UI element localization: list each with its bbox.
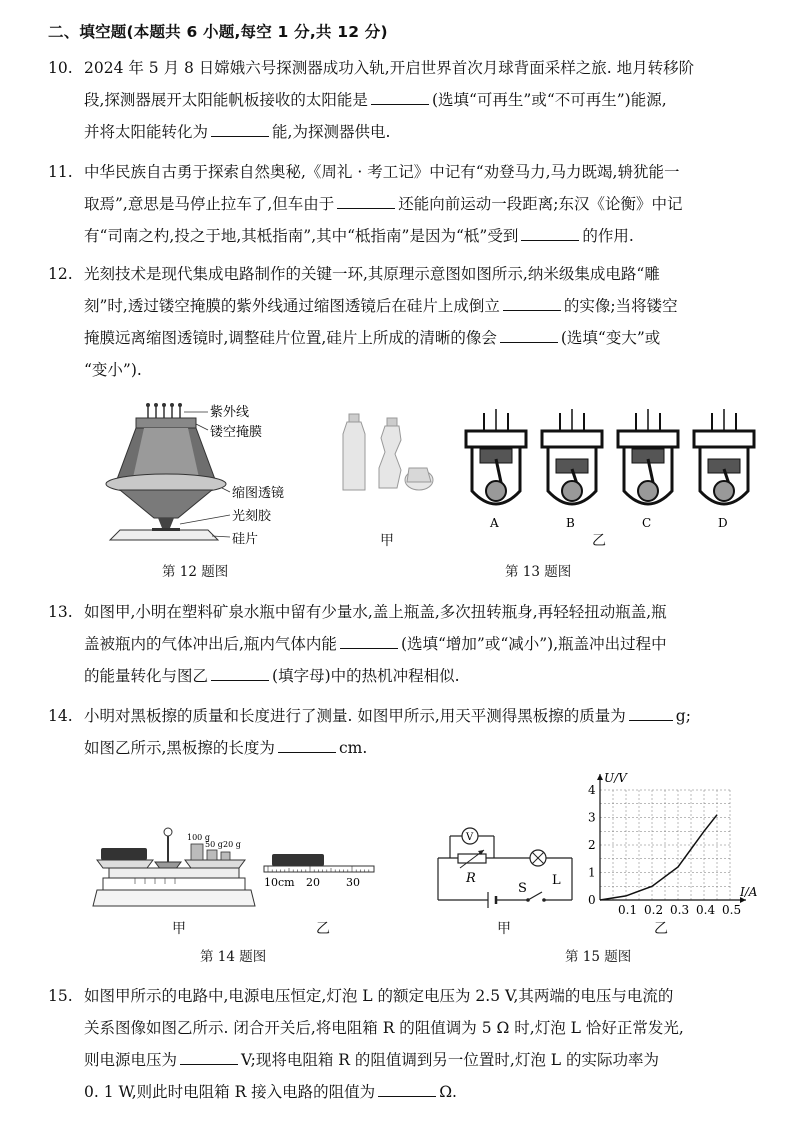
answer-blank[interactable] xyxy=(337,193,395,209)
eraser-on-pan xyxy=(101,848,147,860)
y-axis-arrow xyxy=(597,774,603,780)
question-number: 13. xyxy=(48,603,73,621)
figure-13-yi-label: 乙 xyxy=(592,533,606,549)
q11-line2b: 还能向前运动一段距离;东汉《论衡》中记 xyxy=(398,195,683,213)
label-S: S xyxy=(518,881,527,896)
engine-label: A xyxy=(490,516,499,530)
wafer xyxy=(110,530,218,540)
weight-50g: 50 g xyxy=(205,840,223,849)
figure-13-bottles xyxy=(335,410,445,500)
engine-b xyxy=(542,409,602,530)
question-number: 15. xyxy=(48,987,73,1005)
figure-12-caption: 第 12 题图 xyxy=(162,564,229,580)
question-15 xyxy=(48,980,768,1108)
answer-blank[interactable] xyxy=(521,225,579,241)
q12-line2a: 刻”时,透过镂空掩膜的紫外线通过缩图透镜后在硅片上成倒立 xyxy=(84,297,500,315)
question-14 xyxy=(48,700,768,764)
q10-line2b: (选填“可再生”或“不可再生”)能源, xyxy=(431,91,667,109)
q11-line3a: 有“司南之杓,投之于地,其柢指南”,其中“柢指南”是因为“柢”受到 xyxy=(84,227,519,245)
chart-grid xyxy=(600,790,730,900)
figure-13-caption: 第 13 题图 xyxy=(505,564,572,580)
q13-line3b: (填字母)中的热机冲程相似. xyxy=(272,667,460,685)
answer-blank[interactable] xyxy=(371,89,429,105)
figure-14-yi-label: 乙 xyxy=(316,921,330,937)
y-axis-label: U/V xyxy=(604,771,627,785)
figure-15-circuit xyxy=(432,822,582,912)
engine-label: B xyxy=(566,516,575,530)
q15-line4b: Ω. xyxy=(439,1083,457,1101)
x-axis-label: I/A xyxy=(740,885,758,899)
figure-14-ruler xyxy=(262,850,377,900)
figure-14-balance xyxy=(95,822,260,917)
answer-blank[interactable] xyxy=(500,327,558,343)
answer-blank[interactable] xyxy=(278,737,336,753)
voltmeter-label: V xyxy=(466,832,474,843)
figure-15-yi-label: 乙 xyxy=(654,921,668,937)
q13-line3a: 的能量转化与图乙 xyxy=(84,667,209,685)
question-number: 10. xyxy=(48,59,73,77)
weight-100g: 100 g xyxy=(187,833,210,842)
engine-label: C xyxy=(642,516,652,530)
q10-line1: 2024 年 5 月 8 日嫦娥六号探测器成功入轨,开启世界首次月球背面采样之旅. 地月转移阶 xyxy=(84,59,695,77)
x-tick-label: 0.5 xyxy=(722,903,742,917)
label-lens: 缩图透镜 xyxy=(232,486,285,501)
q11-line1: 中华民族自古勇于探索自然奥秘,《周礼 · 考工记》中记有“劝登马力,马力既竭,辀犹能一 xyxy=(84,163,680,181)
q15-line3b: V;现将电阻箱 R 的阻值调到另一位置时,灯泡 L 的实际功率为 xyxy=(241,1051,659,1069)
label-R: R xyxy=(466,871,476,886)
label-uv: 紫外线 xyxy=(210,405,250,420)
q12-line4: “变小”). xyxy=(84,361,142,379)
answer-blank[interactable] xyxy=(211,665,269,681)
y-tick-label: 2 xyxy=(588,838,596,852)
mask xyxy=(136,418,196,428)
q15-line3a: 则电源电压为 xyxy=(84,1051,178,1069)
battery-symbol xyxy=(488,892,496,908)
series-line-L xyxy=(600,815,717,900)
answer-blank[interactable] xyxy=(211,121,269,137)
ruler-tick-10cm: 10cm xyxy=(264,876,295,889)
q12-line3b: (选填“变大”或 xyxy=(560,329,661,347)
y-tick-label: 3 xyxy=(588,810,596,825)
q10-line3b: 能,为探测器供电. xyxy=(272,123,391,141)
question-number: 11. xyxy=(48,163,73,181)
answer-blank[interactable] xyxy=(629,705,673,721)
figure-13-jia-label: 甲 xyxy=(380,533,394,549)
q12-line2b: 的实像;当将镂空 xyxy=(563,297,678,315)
x-tick-label: 0.4 xyxy=(696,903,716,917)
q14-line1a: 小明对黑板擦的质量和长度进行了测量. 如图甲所示,用天平测得黑板擦的质量为 xyxy=(84,707,626,725)
figure-14-caption: 第 14 题图 xyxy=(200,949,267,965)
figure-15-ui-chart xyxy=(580,770,780,930)
y-tick-label: 1 xyxy=(588,865,596,880)
q14-line1b: g; xyxy=(675,707,691,725)
label-mask: 镂空掩膜 xyxy=(210,425,263,440)
q12-line3a: 掩膜远离缩图透镜时,调整硅片位置,硅片上所成的清晰的像会 xyxy=(84,329,497,347)
answer-blank[interactable] xyxy=(503,295,561,311)
q12-line1: 光刻技术是现代集成电路制作的关键一环,其原理示意图如图所示,纳米级集成电路“雕 xyxy=(84,265,660,283)
figure-12-lithography xyxy=(100,400,330,550)
q10-line3a: 并将太阳能转化为 xyxy=(84,123,209,141)
q10-line2a: 段,探测器展开太阳能帆板接收的太阳能是 xyxy=(84,91,368,109)
q11-line2a: 取焉”,意思是马停止拉车了,但车由于 xyxy=(84,195,335,213)
answer-blank[interactable] xyxy=(378,1081,436,1097)
ruler-tick-20: 20 xyxy=(306,876,320,889)
engine-c xyxy=(618,409,678,530)
question-number: 14. xyxy=(48,707,73,725)
weight-20g: 20 g xyxy=(223,840,241,849)
question-10 xyxy=(48,52,768,148)
answer-blank[interactable] xyxy=(180,1049,238,1065)
figure-15-jia-label: 甲 xyxy=(497,921,511,937)
question-number: 12. xyxy=(48,265,73,283)
x-tick-label: 0.2 xyxy=(644,903,664,917)
label-wafer: 硅片 xyxy=(232,532,259,547)
q14-line2a: 如图乙所示,黑板擦的长度为 xyxy=(84,739,275,757)
figure-13-engines xyxy=(462,405,762,530)
uv-lamps xyxy=(148,406,180,418)
question-11 xyxy=(48,156,768,252)
q11-line3b: 的作用. xyxy=(582,227,634,245)
section-title: 二、填空题(本题共 6 小题,每空 1 分,共 12 分) xyxy=(48,23,388,41)
lamp-symbol xyxy=(530,850,546,866)
eraser-on-ruler xyxy=(272,854,324,866)
q15-line4a: 0. 1 W,则此时电阻箱 R 接入电路的阻值为 xyxy=(84,1083,376,1101)
y-tick-label: 0 xyxy=(588,893,596,907)
q13-line2a: 盖被瓶内的气体冲出后,瓶内气体内能 xyxy=(84,635,337,653)
q15-line2: 关系图像如图乙所示. 闭合开关后,将电阻箱 R 的阻值调为 5 Ω 时,灯泡 L 恰好正常发光, xyxy=(84,1019,684,1037)
figure-15-caption: 第 15 题图 xyxy=(565,949,632,965)
engine-d xyxy=(694,409,754,530)
engine-label: D xyxy=(718,516,728,530)
y-tick-label: 4 xyxy=(588,783,596,797)
label-L: L xyxy=(552,873,561,888)
q13-line2b: (选填“增加”或“减小”),瓶盖冲出过程中 xyxy=(400,635,667,653)
q15-line1: 如图甲所示的电路中,电源电压恒定,灯泡 L 的额定电压为 2.5 V,其两端的电压与电流的 xyxy=(84,987,674,1005)
q13-line1: 如图甲,小明在塑料矿泉水瓶中留有少量水,盖上瓶盖,多次扭转瓶身,再轻轻扭动瓶盖,瓶 xyxy=(84,603,667,621)
x-tick-label: 0.1 xyxy=(618,903,638,917)
engine-a xyxy=(466,409,526,530)
figure-14-jia-label: 甲 xyxy=(172,921,186,937)
question-13 xyxy=(48,596,768,692)
answer-blank[interactable] xyxy=(340,633,398,649)
q14-line2b: cm. xyxy=(338,739,368,757)
label-photoresist: 光刻胶 xyxy=(232,509,272,524)
x-tick-label: 0.3 xyxy=(670,903,690,917)
ruler-tick-30: 30 xyxy=(346,876,360,889)
question-12 xyxy=(48,258,768,386)
